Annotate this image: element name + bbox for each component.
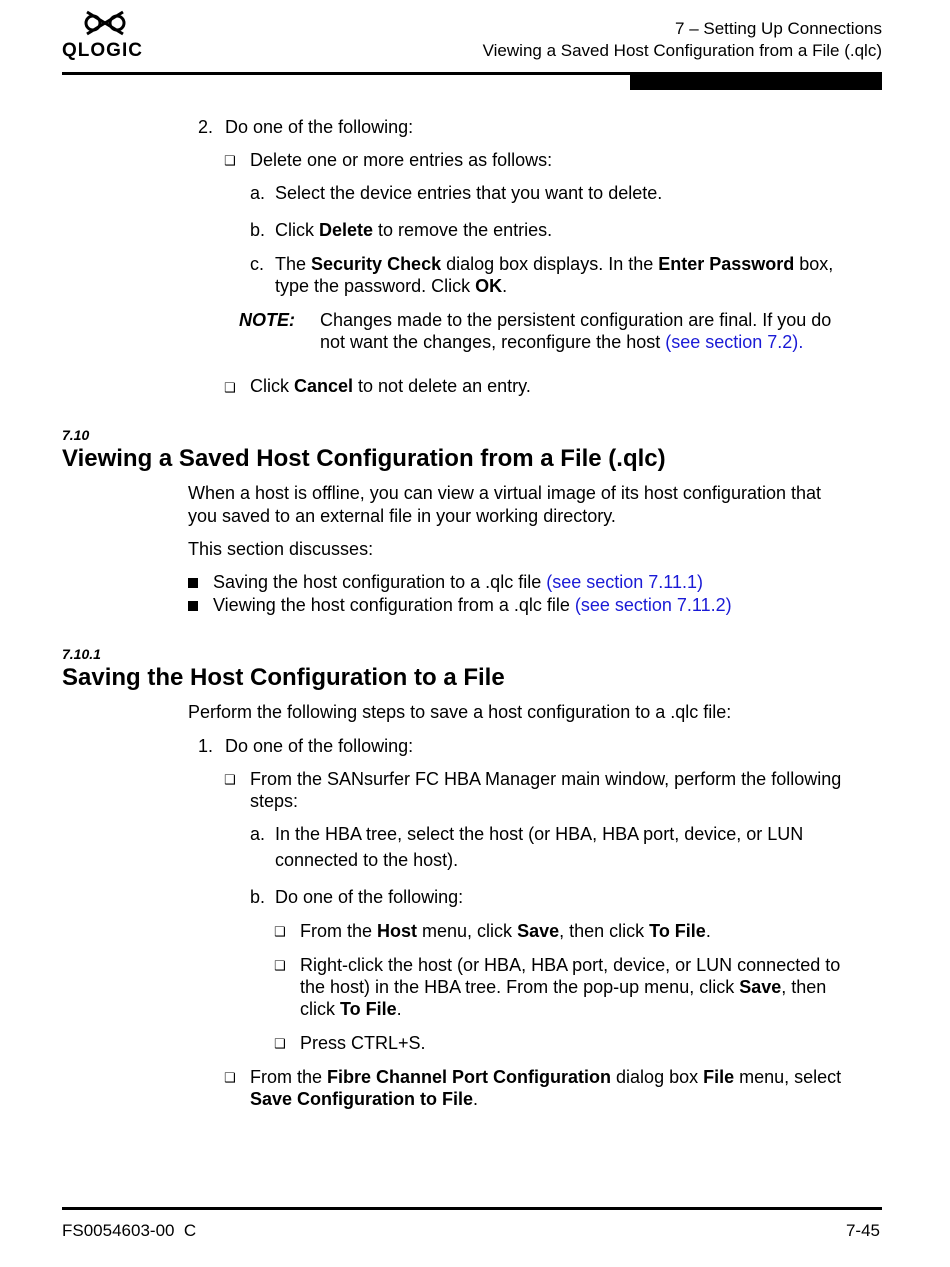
checkbox-bullet-icon: ❑ — [274, 924, 286, 939]
sub-option-right-click-line1: Right-click the host (or HBA, HBA port, device, or LUN connected to — [300, 955, 841, 975]
section-7-11-2-link[interactable]: (see section 7.11.2) — [574, 595, 732, 615]
logo-text: QLOGIC — [62, 40, 143, 61]
checkbox-bullet-icon: ❑ — [274, 1036, 286, 1051]
step-2 — [198, 116, 213, 139]
substep-a-line1: In the HBA tree, select the host (or HBA, HBA port, device, or LUN — [275, 824, 804, 844]
note-label: NOTE: — [239, 310, 295, 330]
bullet-item: Viewing the host configuration from a .qlc file (see section 7.11.2) — [213, 595, 732, 615]
substep-c-label: c. — [250, 254, 265, 274]
checkbox-bullet-icon: ❑ — [224, 1070, 236, 1085]
note-line1: Changes made to the persistent configuration are final. If you do — [320, 310, 832, 330]
section-title: Viewing a Saved Host Configuration from a File (.qlc) — [62, 445, 666, 472]
footer-doc-id: FS0054603-00 C — [62, 1221, 197, 1240]
to-file-term: To File — [649, 921, 706, 941]
substep-a-text: Select the device entries that you want to delete. — [275, 183, 663, 203]
option-delete: Delete one or more entries as follows: — [250, 150, 553, 170]
checkbox-bullet-icon: ❑ — [274, 958, 286, 973]
substep-b-label: b. — [250, 220, 266, 240]
subsection-number: 7.10.1 — [62, 646, 101, 662]
section-7-11-1-link[interactable]: (see section 7.11.1) — [546, 572, 703, 592]
step-1-number: 1. — [198, 736, 214, 756]
substep-b-text: Click Delete to remove the entries. — [275, 220, 553, 240]
substep-a-label: a. — [250, 183, 266, 203]
save-term: Save — [739, 977, 782, 997]
substep-b-text: Do one of the following: — [275, 887, 464, 907]
paragraph-line1: When a host is offline, you can view a virtual image of its host configuration that — [188, 483, 822, 503]
sub-option-host-menu: From the Host menu, click Save, then click To File. — [300, 921, 711, 941]
fibre-channel-port-configuration-term: Fibre Channel Port Configuration — [327, 1067, 612, 1087]
intro-text: Perform the following steps to save a host configuration to a .qlc file: — [188, 702, 732, 722]
header-chapter: 7 – Setting Up Connections — [675, 19, 882, 38]
checkbox-bullet-icon: ❑ — [224, 772, 236, 787]
option-main-window-line1: From the SANsurfer FC HBA Manager main window, perform the following — [250, 769, 842, 789]
substep-b-label: b. — [250, 887, 266, 907]
substep-c-line1: The Security Check dialog box displays. In the Enter Password box, — [275, 254, 834, 274]
section-number: 7.10 — [62, 427, 90, 443]
checkbox-bullet-icon: ❑ — [224, 153, 236, 168]
qlogic-logo — [62, 10, 152, 62]
footer-rule — [62, 1207, 882, 1210]
discusses-text: This section discusses: — [188, 539, 374, 559]
option-port-config-line1: From the Fibre Channel Port Configuration dialog box File menu, select — [250, 1067, 842, 1087]
substep-a-label: a. — [250, 824, 266, 844]
square-bullet-icon — [188, 578, 198, 588]
sub-option-right-click-line2: the host) in the HBA tree. From the pop-up menu, click Save, then — [300, 977, 827, 997]
save-configuration-to-file-term: Save Configuration to File — [250, 1089, 474, 1109]
step-1-text: Do one of the following: — [225, 736, 414, 756]
enter-password-term: Enter Password — [658, 254, 795, 274]
substep-a-line2: connected to the host). — [275, 850, 459, 870]
security-check-term: Security Check — [311, 254, 442, 274]
subsection-title: Saving the Host Configuration to a File — [62, 664, 505, 691]
option-main-window-line2: steps: — [250, 791, 299, 811]
footer-page-number: 7-45 — [845, 1221, 880, 1240]
delete-term: Delete — [319, 220, 374, 240]
file-term: File — [703, 1067, 735, 1087]
sub-option-ctrl-s: Press CTRL+S. — [300, 1033, 426, 1053]
header-tab-block — [630, 75, 882, 90]
cancel-term: Cancel — [294, 376, 354, 396]
save-term: Save — [517, 921, 560, 941]
checkbox-bullet-icon: ❑ — [224, 380, 236, 395]
note-line2: not want the changes, reconfigure the host (see section 7.2). — [320, 332, 804, 352]
square-bullet-icon — [188, 601, 198, 611]
ok-term: OK — [475, 276, 503, 296]
section-7-2-link[interactable]: (see section 7.2) — [665, 332, 799, 352]
step-number: 2. — [198, 117, 214, 137]
header-section: Viewing a Saved Host Configuration from a File (.qlc) — [482, 41, 882, 60]
sub-option-right-click-line3: click To File. — [300, 999, 402, 1019]
qlogic-logo-icon — [83, 10, 127, 36]
substep-c-line2: type the password. Click OK. — [275, 276, 508, 296]
host-term: Host — [377, 921, 418, 941]
option-port-config-line2: Save Configuration to File. — [250, 1089, 479, 1109]
to-file-term: To File — [340, 999, 397, 1019]
step-2-text: Do one of the following: — [225, 117, 414, 137]
bullet-item: Saving the host configuration to a .qlc file (see section 7.11.1) — [213, 572, 703, 592]
paragraph-line2: you saved to an external file in your working directory. — [188, 506, 616, 526]
option-cancel: Click Cancel to not delete an entry. — [250, 376, 531, 396]
